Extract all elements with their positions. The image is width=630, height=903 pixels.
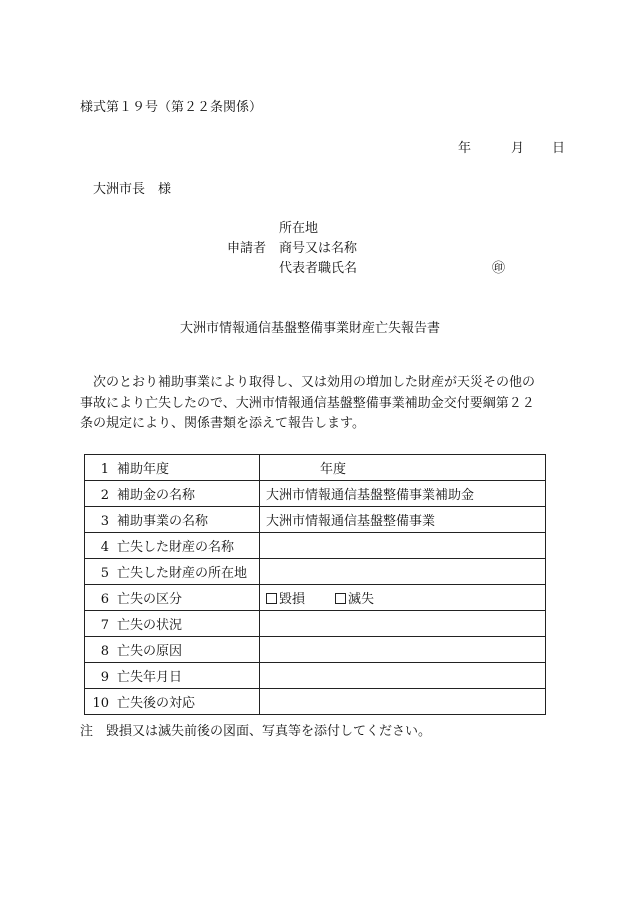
damage-checkbox[interactable] [266, 593, 277, 604]
row-label: 亡失の状況 [117, 618, 183, 633]
project-name-field[interactable] [260, 507, 546, 533]
row-label-cell [85, 585, 260, 611]
body-line: 次のとおり補助事業により取得し、又は効用の増加した財産が天災その他の [80, 375, 536, 390]
row-label-cell [85, 507, 260, 533]
table-row [85, 637, 546, 663]
row-label-cell [85, 481, 260, 507]
loss-date-field[interactable] [260, 663, 546, 689]
row-number: 5 [100, 566, 109, 581]
table-row [85, 611, 546, 637]
report-table [84, 454, 546, 715]
addressee: 大洲市長 様 [93, 182, 172, 197]
table-row [85, 533, 546, 559]
row-number: 1 [100, 462, 109, 477]
row-number: 4 [100, 540, 109, 555]
row-label: 補助事業の名称 [117, 514, 209, 529]
row-value: 大洲市情報通信基盤整備事業 [266, 514, 436, 529]
row-value: 年度 [320, 462, 347, 477]
row-label-cell [85, 637, 260, 663]
date-line [458, 137, 565, 156]
row-label-cell [85, 663, 260, 689]
row-label: 亡失の区分 [117, 592, 183, 607]
row-number: 10 [92, 696, 109, 711]
damage-option-label: 毀損 [279, 592, 306, 607]
body-line: 事故により亡失したので、大洲市情報通信基盤整備事業補助金交付要綱第２２ [80, 395, 535, 411]
row-label: 補助金の名称 [117, 488, 196, 503]
table-row [85, 663, 546, 689]
row-label-cell [85, 611, 260, 637]
loss-situation-field[interactable] [260, 611, 546, 637]
body-text [80, 373, 558, 435]
document-title: 大洲市情報通信基盤整備事業財産亡失報告書 [180, 321, 441, 336]
applicant-label: 申請者 [227, 241, 267, 256]
date-year-label: 年 [458, 141, 472, 156]
table-row [85, 507, 546, 533]
row-label: 亡失後の対応 [117, 696, 196, 711]
row-number: 8 [100, 644, 109, 659]
table-row [85, 689, 546, 715]
subsidy-year-field[interactable] [260, 455, 546, 481]
destroyed-checkbox[interactable] [335, 593, 346, 604]
form-number: 様式第１９号（第２２条関係） [80, 100, 263, 115]
row-number: 7 [100, 618, 109, 633]
date-month-label: 月 [511, 141, 525, 156]
table-row [85, 455, 546, 481]
row-number: 3 [100, 514, 109, 529]
table-row [85, 481, 546, 507]
lost-property-location-field[interactable] [260, 559, 546, 585]
row-label-cell [85, 689, 260, 715]
date-day-label: 日 [552, 141, 566, 156]
row-label-cell [85, 533, 260, 559]
row-label-cell [85, 559, 260, 585]
row-label: 亡失の原因 [117, 644, 183, 659]
row-number: 9 [100, 670, 109, 685]
applicant-representative-label: 代表者職氏名 [279, 261, 358, 276]
body-line: 条の規定により、関係書類を添えて報告します。 [80, 416, 365, 431]
row-label: 補助年度 [117, 462, 170, 477]
row-value: 大洲市情報通信基盤整備事業補助金 [266, 488, 475, 503]
row-label: 亡失した財産の名称 [117, 540, 235, 555]
seal-mark: ㊞ [492, 261, 506, 276]
applicant-name-label: 商号又は名称 [279, 241, 358, 256]
attachment-note: 注 毀損又は滅失前後の図面、写真等を添付してください。 [80, 724, 432, 739]
applicant-address-label: 所在地 [279, 221, 319, 236]
loss-cause-field[interactable] [260, 637, 546, 663]
post-loss-response-field[interactable] [260, 689, 546, 715]
row-number: 6 [100, 592, 109, 607]
destroyed-option-label: 滅失 [348, 592, 375, 607]
row-label-cell [85, 455, 260, 481]
loss-category-cell [260, 585, 546, 611]
row-label: 亡失年月日 [117, 670, 183, 685]
table-row [85, 585, 546, 611]
lost-property-name-field[interactable] [260, 533, 546, 559]
table-row [85, 559, 546, 585]
row-label: 亡失した財産の所在地 [117, 566, 248, 581]
row-number: 2 [100, 488, 109, 503]
subsidy-name-field[interactable] [260, 481, 546, 507]
